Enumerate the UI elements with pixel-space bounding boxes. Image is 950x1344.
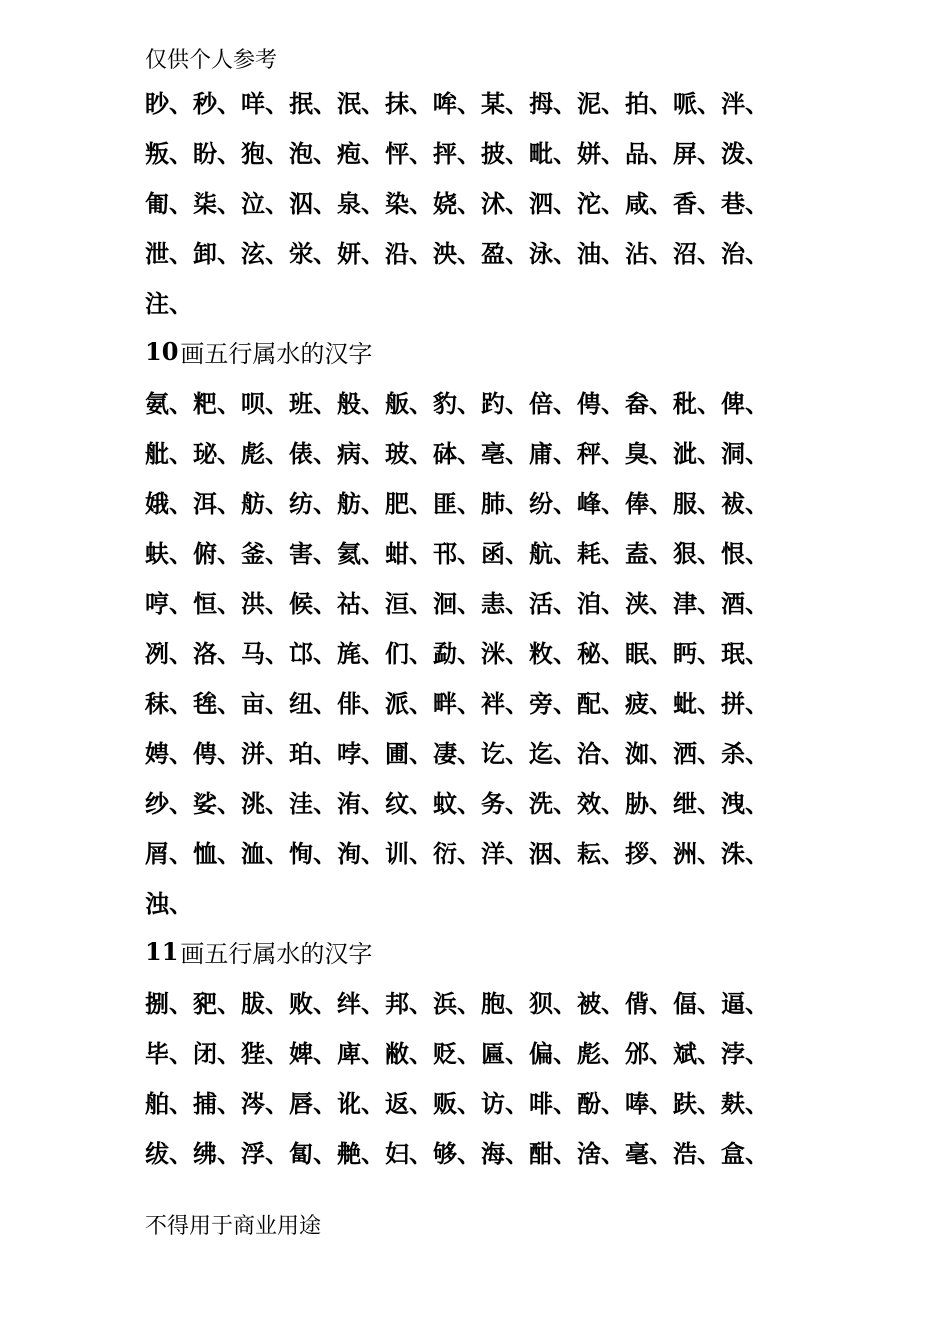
- char-line: 注、: [145, 288, 193, 318]
- section-continuation: [145, 76, 845, 326]
- char-line: 屑、恤、洫、恂、洵、训、衍、洋、洇、耘、拶、洲、洙、: [145, 838, 769, 868]
- heading-text: 画五行属水的汉字: [180, 339, 373, 368]
- char-line: 哼、恒、洪、候、祜、洹、洄、恚、活、洎、浃、津、酒、: [145, 588, 769, 618]
- char-line: 纱、娑、洮、洼、洧、纹、蚊、务、洗、效、胁、绁、洩、: [145, 788, 769, 818]
- char-line: 泄、卸、泫、泶、妍、沿、泱、盈、泳、油、沾、沼、治、: [145, 238, 769, 268]
- section-heading: [145, 326, 845, 376]
- heading-number: 10: [145, 336, 179, 366]
- section-10-strokes: [145, 326, 845, 926]
- char-line: 蚨、俯、釜、害、氦、蚶、邗、函、航、耗、盍、狠、恨、: [145, 538, 769, 568]
- char-line: 秣、毪、亩、纽、俳、派、畔、袢、旁、配、疲、蚍、拼、: [145, 688, 769, 718]
- char-line: 娉、俜、洴、珀、哱、圃、凄、讫、迄、洽、洳、洒、杀、: [145, 738, 769, 768]
- char-line: 浊、: [145, 888, 193, 918]
- page-header: 仅供个人参考: [145, 48, 278, 73]
- char-line: 氨、粑、呗、班、般、舨、豹、趵、倍、俜、畚、秕、俾、: [145, 388, 769, 418]
- page-footer: 不得用于商业用途: [145, 1214, 322, 1239]
- char-line: 冽、洛、马、邙、旄、们、勐、洣、敉、秘、眠、眄、珉、: [145, 638, 769, 668]
- char-line: 叛、盼、狍、泡、疱、怦、抨、披、毗、姘、品、屏、泼、: [145, 138, 769, 168]
- char-line: 舭、珌、彪、俵、病、玻、砵、亳、庯、秤、臭、泚、洞、: [145, 438, 769, 468]
- char-line: 捌、豝、胈、败、绊、邦、浜、胞、狈、被、偝、偪、逼、: [145, 988, 769, 1018]
- char-line: 眇、秒、咩、抿、泯、抹、哞、某、拇、泥、拍、哌、泮、: [145, 88, 769, 118]
- heading-text: 画五行属水的汉字: [180, 939, 373, 968]
- section-heading: [145, 926, 845, 976]
- document-body: [145, 76, 845, 1176]
- section-11-strokes: [145, 926, 845, 1176]
- char-line: 匍、柒、泣、泅、泉、染、娆、沭、泗、沱、咸、香、巷、: [145, 188, 769, 218]
- heading-number: 11: [145, 936, 179, 966]
- char-line: 毕、闭、狴、婢、庳、敝、贬、匾、偏、彪、邠、斌、浡、: [145, 1038, 769, 1068]
- char-line: 娥、洱、舫、纺、舫、肥、匪、肺、纷、峰、俸、服、袚、: [145, 488, 769, 518]
- char-line: 绂、绋、浮、匐、艴、妇、够、海、酣、涻、毫、浩、盒、: [145, 1138, 769, 1168]
- char-line: 舶、捕、涔、唇、讹、返、贩、访、啡、酚、唪、趺、麸、: [145, 1088, 769, 1118]
